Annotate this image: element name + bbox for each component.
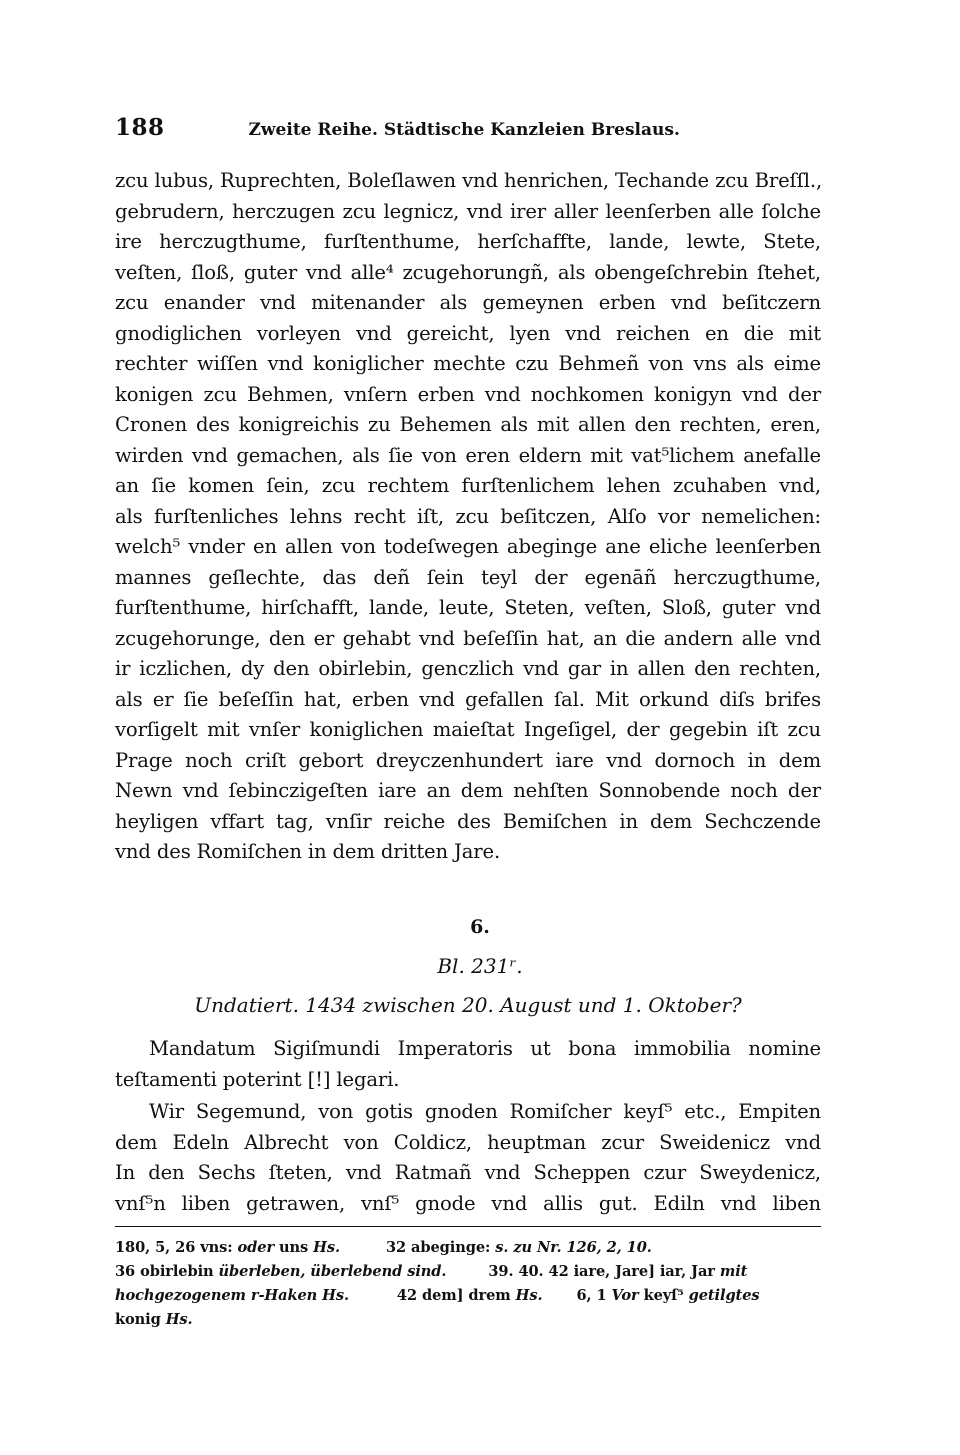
text-line: als er ſie beſeſſin hat, erben vnd gefallen ſal. Mit orkund diſs brifes bbox=[115, 687, 821, 711]
footnote-italic: überleben, überlebend sind. bbox=[218, 1263, 447, 1280]
summary-line: Mandatum Sigiſmundi Imperatoris ut bona immobilia nomine bbox=[149, 1037, 821, 1060]
text-line: vorſigelt mit vnſer koniglichen maieſtat Ingeſigel, der gegebin iſt zcu bbox=[115, 718, 821, 741]
footnote-italic: Hs. bbox=[165, 1311, 193, 1328]
text-line: Newn vnd ſebinczigeſten iare an dem nehſten Sonnobende noch der bbox=[115, 779, 821, 802]
text-line: Prage noch criſt gebort dreyczenhundert iare vnd dornoch in dem bbox=[115, 748, 821, 772]
running-head: Zweite Reihe. Städtische Kanzleien Breslaus. bbox=[248, 120, 680, 140]
text-line: rechter wiſſen vnd koniglicher mechte czu Behmeñ von vns als eime bbox=[115, 352, 821, 375]
footnote-italic: getilgtes bbox=[688, 1287, 760, 1304]
footnotes bbox=[115, 1236, 821, 1332]
text-line: furſtenthume, hirſchafft, lande, leute, Steten, veſten, Sloß, guter vnd bbox=[115, 596, 821, 619]
text-line: an ſie komen ſein, zcu rechtem furſtenlichem lehen zcuhaben vnd, bbox=[115, 474, 821, 497]
text-line: mannes geſlechte, das deñ ſein teyl der egenāñ herczugthume, bbox=[115, 565, 821, 589]
summary-line: teſtamenti poterint [!] legari. bbox=[115, 1067, 400, 1091]
text-line: gebrudern, herczugen zcu legnicz, vnd irer aller leenſerben alle ſolche bbox=[115, 199, 821, 223]
text-line: In den Sechs ſteten, vnd Ratmañ vnd Scheppen czur Sweydenicz, bbox=[115, 1161, 821, 1184]
text-line: Cronen des konigreichis zu Behemen als mit allen den rechten, eren, bbox=[115, 413, 821, 436]
footnote-text: 42 dem] drem bbox=[396, 1287, 516, 1304]
footnote-text: konig bbox=[115, 1311, 166, 1328]
footnote-text: 36 obirlebin bbox=[115, 1263, 219, 1280]
document-text-block bbox=[115, 1097, 821, 1219]
document-number: 6. bbox=[470, 916, 490, 938]
text-line: gnodiglichen vorleyen vnd gereicht, lyen vnd reichen en die mit bbox=[115, 321, 821, 345]
footnote-divider bbox=[115, 1226, 821, 1227]
footnote-text: uns bbox=[274, 1239, 314, 1256]
text-line: veſten, ſloß, guter vnd alle⁴ zcugehorungñ, als obengeſchrebin ſtehet, bbox=[115, 260, 821, 284]
footnote-text: 180, 5, 26 vns: bbox=[115, 1239, 238, 1256]
footnote-line bbox=[115, 1308, 821, 1332]
footnote-line bbox=[115, 1284, 821, 1308]
folio-reference: Bl. 231ʳ. bbox=[437, 954, 523, 978]
footnote-italic: s. zu Nr. 126, 2, 10. bbox=[495, 1239, 652, 1256]
footnote-italic: hochgezogenem r-Haken Hs. bbox=[115, 1287, 349, 1304]
text-line: Wir Segemund, von gotis gnoden Romiſcher keyſ⁵ etc., Empiten bbox=[149, 1100, 821, 1123]
text-line: konigen zcu Behmen, vnſern erben vnd nochkomen konigyn vnd der bbox=[115, 382, 821, 406]
footnote-italic: Vor bbox=[611, 1287, 639, 1304]
text-line: wirden vnd gemachen, als ſie von eren eldern mit vat⁵lichem anefalle bbox=[115, 443, 821, 467]
footnote-italic: oder bbox=[237, 1239, 275, 1256]
page-header bbox=[115, 114, 825, 148]
text-line: zcugehorunge, den er gehabt vnd beſeſſin hat, an die andern alle vnd bbox=[115, 626, 821, 650]
text-line: zcu enander vnd mitenander als gemeynen erben vnd beſitczern bbox=[115, 291, 821, 314]
text-line: zcu lubus, Ruprechten, Boleſlawen vnd henrichen, Techande zcu Breſſl., bbox=[115, 169, 823, 192]
footnote-text: 39. 40. 42 iare, Jare] iar, Jar bbox=[488, 1263, 720, 1280]
text-line: dem Edeln Albrecht von Coldicz, heuptman zcur Sweidenicz vnd bbox=[115, 1130, 821, 1154]
dating-line: Undatiert. 1434 zwischen 20. August und 1. Oktober? bbox=[194, 993, 742, 1017]
page-number: 188 bbox=[115, 114, 165, 141]
footnote-line bbox=[115, 1260, 821, 1284]
text-line: ir iczlichen, dy den obirlebin, genczlich vnd gar in allen den rechten, bbox=[115, 657, 821, 680]
footnote-text: 6, 1 bbox=[576, 1287, 612, 1304]
text-line: vnd des Romiſchen in dem dritten Jare. bbox=[115, 840, 501, 863]
main-text-block bbox=[115, 166, 821, 868]
footnote-text: 32 abeginge: bbox=[385, 1239, 496, 1256]
footnote-italic: mit bbox=[719, 1263, 748, 1280]
footnote-text: keyſ⁵ bbox=[638, 1287, 689, 1304]
text-line: als furſtenliches lehns recht iſt, zcu beſitczen, Alſo vor nemelichen: bbox=[115, 504, 821, 528]
footnote-italic: Hs. bbox=[515, 1287, 543, 1304]
footnote-italic: Hs. bbox=[313, 1239, 340, 1256]
regest-summary bbox=[115, 1034, 821, 1095]
text-line: vnſ⁵n liben getrawen, vnſ⁵ gnode vnd allis gut. Ediln vnd liben bbox=[115, 1191, 821, 1215]
text-line: welch⁵ vnder en allen von todeſwegen abeginge ane eliche leenſerben bbox=[115, 535, 821, 558]
text-line: ire herczugthume, furſtenthume, herſchaffte, lande, lewte, Stete, bbox=[115, 230, 821, 253]
footnote-line bbox=[115, 1236, 821, 1260]
text-line: heyligen vffart tag, vnſir reiche des Bemiſchen in dem Sechczende bbox=[115, 809, 821, 833]
